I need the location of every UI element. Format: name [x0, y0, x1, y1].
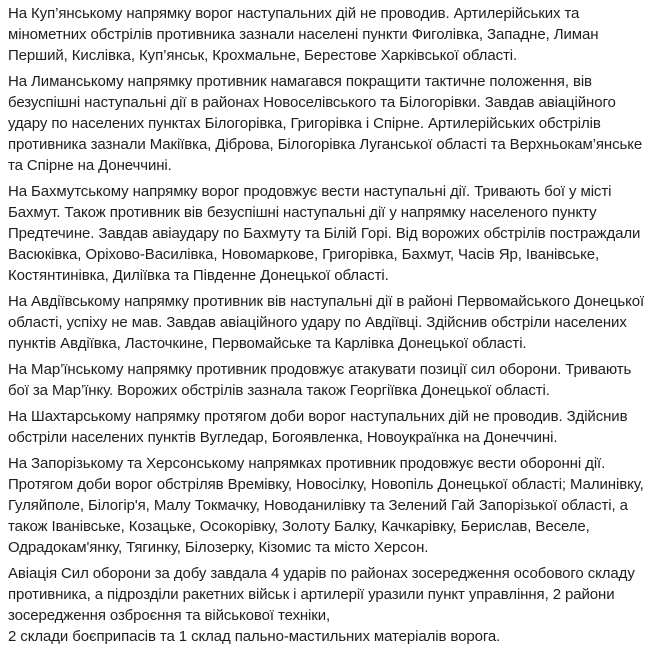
text-line: мінометних обстрілів противника зазнали населені пункти Фиголівка, Западне, Лиман [8, 26, 599, 43]
text-line: Бахмут. Також противник вів безуспішні наступальні дії у напрямку населеного пункту [8, 204, 597, 221]
paragraph-lyman-direction [8, 71, 663, 176]
text-line: удару по населених пунктах Білогорівка, Григорівка і Спірне. Артилерійських обстрілів [8, 115, 601, 132]
text-line: та Спірне на Донеччині. [8, 157, 172, 174]
text-line: також Іванівське, Козацьке, Осокорівку, Золоту Балку, Качкарівку, Берислав, Веселе, [8, 518, 590, 535]
text-line: 2 склади боєприпасів та 1 склад пально-мастильних матеріалів ворога. [8, 628, 501, 645]
text-line: Гуляйполе, Білогір'я, Малу Токмачку, Новоданилівку та Зелений Гай Запорізької області, а [8, 497, 628, 514]
text-line: На Запорізькому та Херсонському напрямках противник продовжує вести оборонні дії. [8, 455, 606, 472]
text-line: бої за Мар’їнку. Ворожих обстрілів зазнала також Георгіївка Донецької області. [8, 382, 550, 399]
text-line: противника зазнали Макіївка, Діброва, Білогорівка Луганської області та Верхньокам’янське [8, 136, 643, 153]
text-line: На Авдіївському напрямку противник вів наступальні дії в районі Первомайського Донецької [8, 293, 645, 310]
text-line: противника, а підрозділи ракетних військ і артилерії уразили пункт управління, 2 райони [8, 586, 615, 603]
text-line: Костянтинівка, Диліївка та Південне Донецької області. [8, 267, 389, 284]
paragraph-bakhmut-direction [8, 181, 663, 286]
text-line: Одрадокам'янку, Тягинку, Білозерку, Кізомис та місто Херсон. [8, 539, 429, 556]
paragraph-avdiivka-direction [8, 291, 663, 354]
text-line: Предтечине. Завдав авіаудару по Бахмуту та Білій Горі. Від ворожих обстрілів постраждали [8, 225, 641, 242]
text-line: Васюківка, Оріхово-Василівка, Новомаркове, Григорівка, Бахмут, Часів Яр, Іванівське, [8, 246, 600, 263]
paragraph-shakhtarsk-direction [8, 406, 663, 448]
text-line: зосередження озброєння та військової техніки, [8, 607, 331, 624]
text-line: Авіація Сил оборони за добу завдала 4 ударів по районах зосередження особового складу [8, 565, 635, 582]
text-line: Перший, Кислівка, Куп’янськ, Крохмальне, Берестове Харківської області. [8, 47, 518, 64]
text-line: безуспішні наступальні дії в районах Новоселівського та Білогорівки. Завдав авіаційного [8, 94, 616, 111]
paragraph-kupiansk-direction [8, 3, 663, 66]
text-line: На Шахтарському напрямку протягом доби ворог наступальних дій не проводив. Здійснив [8, 408, 628, 425]
paragraph-aviation-summary [8, 563, 663, 647]
text-line: На Бахмутському напрямку ворог продовжує вести наступальні дії. Тривають бої у місті [8, 183, 612, 200]
text-line: На Мар’їнському напрямку противник продовжує атакувати позиції сил оборони. Тривають [8, 361, 632, 378]
text-line: Протягом доби ворог обстріляв Времівку, Новосілку, Новопіль Донецької області; Малинівку, [8, 476, 644, 493]
text-line: На Лиманському напрямку противник намагався покращити тактичне положення, вів [8, 73, 592, 90]
text-line: пунктів Авдіївка, Ласточкине, Первомайське та Карлівка Донецької області. [8, 335, 527, 352]
text-line: обстріли населених пунктів Вугледар, Богоявленка, Новоукраїнка на Донеччині. [8, 429, 558, 446]
paragraph-marinka-direction [8, 359, 663, 401]
text-line: області, успіху не мав. Завдав авіаційного удару по Авдіївці. Здійснив обстріли населених [8, 314, 627, 331]
paragraph-zaporizhzhia-kherson-direction [8, 453, 663, 558]
text-line: На Куп’янському напрямку ворог наступальних дій не проводив. Артилерійських та [8, 5, 580, 22]
